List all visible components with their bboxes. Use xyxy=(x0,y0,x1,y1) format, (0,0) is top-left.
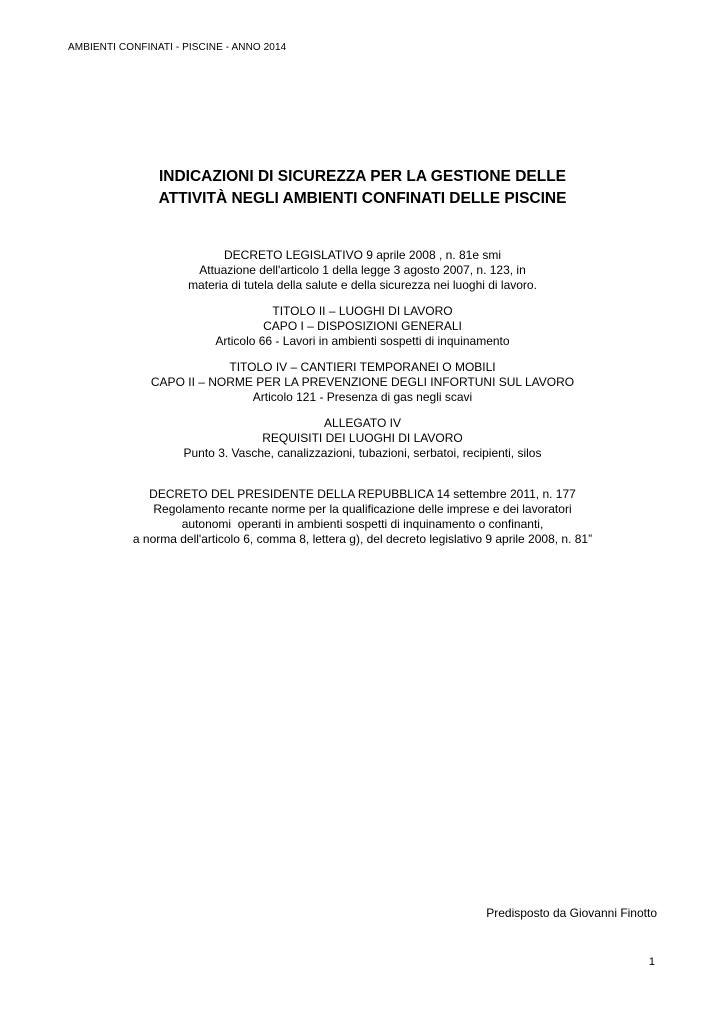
reference-line: DECRETO DEL PRESIDENTE DELLA REPUBBLICA 14 settembre 2011, n. 177 xyxy=(149,487,576,501)
reference-titolo-ii xyxy=(40,304,685,349)
reference-line: REQUISITI DEI LUOGHI DI LAVORO xyxy=(262,431,463,445)
reference-line: TITOLO IV – CANTIERI TEMPORANEI O MOBILI xyxy=(229,360,496,374)
reference-line: ALLEGATO IV xyxy=(324,416,401,430)
reference-dlgs-81-2008 xyxy=(40,248,685,293)
reference-line: TITOLO II – LUOGHI DI LAVORO xyxy=(272,304,453,318)
reference-line: DECRETO LEGISLATIVO 9 aprile 2008 , n. 81e smi xyxy=(223,248,501,262)
reference-line: Articolo 121 - Presenza di gas negli scavi xyxy=(252,390,473,404)
reference-line: Articolo 66 - Lavori in ambienti sospetti di inquinamento xyxy=(215,334,510,348)
reference-line: materia di tutela della salute e della sicurezza nei luoghi di lavoro. xyxy=(188,278,537,292)
reference-line: CAPO I – DISPOSIZIONI GENERALI xyxy=(263,319,462,333)
reference-line: Regolamento recante norme per la qualificazione delle imprese e dei lavoratori xyxy=(153,502,572,516)
reference-line: Punto 3. Vasche, canalizzazioni, tubazioni, serbatoi, recipienti, silos xyxy=(183,446,542,460)
prepared-by: Predisposto da Giovanni Finotto xyxy=(486,906,657,920)
document-title xyxy=(40,166,685,210)
reference-line: Attuazione dell'articolo 1 della legge 3 agosto 2007, n. 123, in xyxy=(199,263,526,277)
reference-line: CAPO II – NORME PER LA PREVENZIONE DEGLI INFORTUNI SUL LAVORO xyxy=(150,375,575,389)
reference-line: a norma dell'articolo 6, comma 8, lettera g), del decreto legislativo 9 aprile 2008, n. 81” xyxy=(132,532,593,546)
reference-line: autonomi operanti in ambienti sospetti di inquinamento o confinanti, xyxy=(181,517,544,531)
reference-allegato-iv xyxy=(40,416,685,461)
document-title-line: INDICAZIONI DI SICUREZZA PER LA GESTIONE DELLE xyxy=(158,168,567,185)
reference-titolo-iv xyxy=(40,360,685,405)
document-title-line: ATTIVITÀ NEGLI AMBIENTI CONFINATI DELLE PISCINE xyxy=(158,190,567,207)
page-number: 1 xyxy=(648,956,655,968)
reference-dpr-177-2011 xyxy=(40,487,685,547)
running-header: AMBIENTI CONFINATI - PISCINE - ANNO 2014 xyxy=(68,42,287,53)
